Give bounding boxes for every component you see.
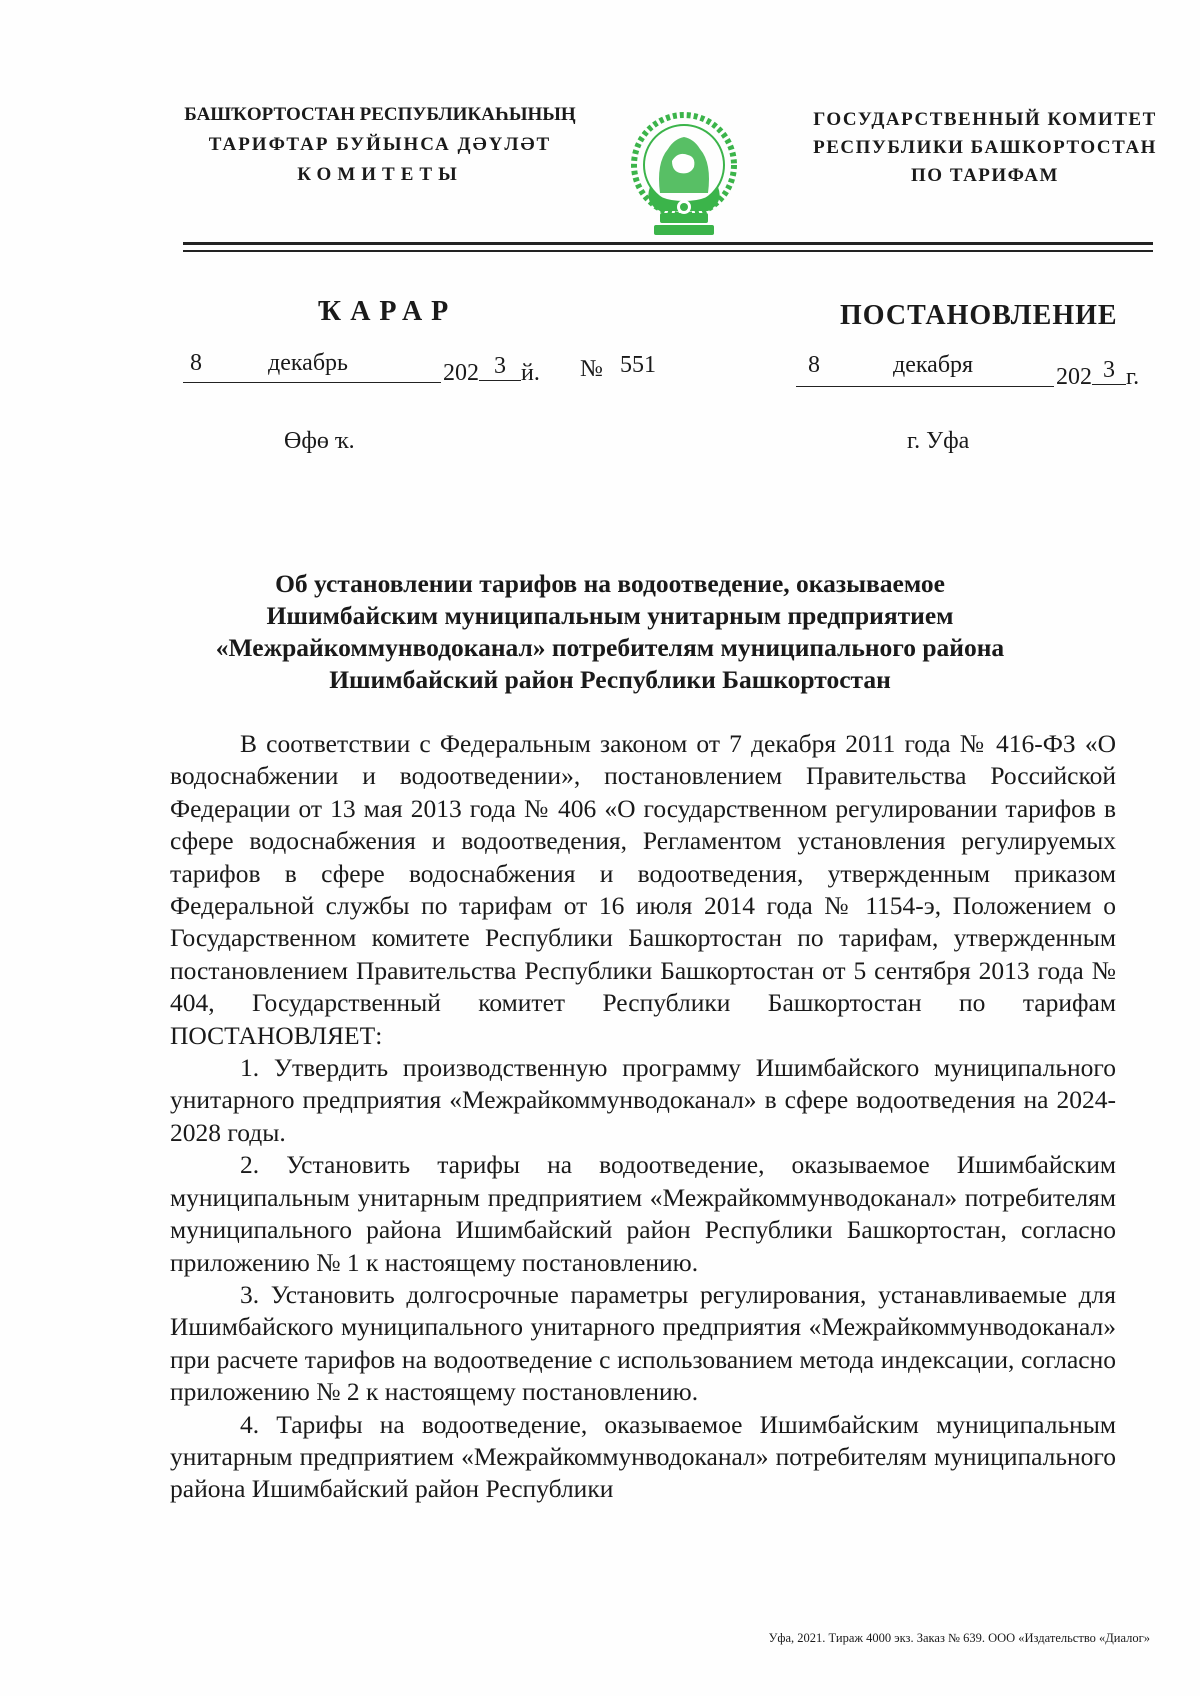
body-paragraph-4: 4. Тарифы на водоотведение, оказываемое Ишимбайским муниципальным унитарным предприятием «Межрайкоммунводоканал» потребителям муниципального района Ишимбайский район Республики <box>170 1409 1116 1504</box>
header-left-bashkir <box>160 100 600 190</box>
document-body <box>170 728 1116 1506</box>
right-date-month: декабря <box>893 352 974 378</box>
title-line: Ишимбайский район Республики Башкортостан <box>329 665 891 694</box>
left-date-underline <box>183 382 441 383</box>
printer-imprint: Уфа, 2021. Тираж 4000 экз. Заказ № 639. ООО «Издательство «Диалог» <box>768 1631 1150 1645</box>
left-date-day: 8 <box>190 350 202 376</box>
left-year-suffix: й. <box>521 360 540 386</box>
right-date-year <box>1056 357 1140 392</box>
header-right-russian <box>790 106 1180 190</box>
header-divider-thin <box>183 250 1153 252</box>
header-right-line: ГОСУДАРСТВЕННЫЙ КОМИТЕТ <box>813 109 1157 130</box>
header-right-line: РЕСПУБЛИКИ БАШКОРТОСТАН <box>813 137 1157 158</box>
body-paragraph-3: 3. Установить долгосрочные параметры регулирования, устанавливаемые для Ишимбайского муниципального унитарного предприятия «Межрайкоммунводоканал» при расчете тарифов на водоотведение с использованием метода индексации, согласно приложению № 2 к настоящему постановлению. <box>170 1279 1116 1407</box>
header-divider-thick <box>183 242 1153 245</box>
body-paragraph-1: 1. Утвердить производственную программу Ишимбайского муниципального унитарного предприятия «Межрайкоммунводоканал» в сфере водоотведения на 2024-2028 годы. <box>170 1053 1116 1147</box>
header-left-line: БАШҠОРТОСТАН РЕСПУБЛИКАҺЫНЫҢ <box>184 104 576 125</box>
coat-of-arms-icon <box>620 103 748 243</box>
city-bashkir: Өфө ҡ. <box>284 428 355 454</box>
city-russian: г. Уфа <box>907 428 970 454</box>
left-date-year <box>443 353 540 388</box>
decree-title-bashkir: ҠАРАР <box>318 296 458 327</box>
right-year-suffix: г. <box>1126 364 1140 390</box>
right-date-underline <box>796 386 1054 387</box>
number-sign: № <box>580 356 603 382</box>
header-left-line: ТАРИФТАР БУЙЫНСА ДӘҮЛӘТ <box>208 134 552 155</box>
decree-title-russian: ПОСТАНОВЛЕНИЕ <box>840 300 1118 331</box>
decree-number: 551 <box>620 352 656 378</box>
left-year-digit: 3 <box>479 353 521 381</box>
title-line: Ишимбайским муниципальным унитарным предприятием <box>266 601 954 630</box>
header-left-line: КОМИТЕТЫ <box>297 164 463 185</box>
right-year-digit: 3 <box>1092 357 1126 385</box>
title-line: «Межрайкоммунводоканал» потребителям муниципального района <box>215 633 1005 662</box>
body-paragraph-2: 2. Установить тарифы на водоотведение, оказываемое Ишимбайским муниципальным унитарным предприятием «Межрайкоммунводоканал» потребителям муниципального района Ишимбайский район Республики Башкортостан, согласно приложению № 1 к настоящему постановлению. <box>170 1150 1116 1277</box>
left-year-prefix: 202 <box>443 360 479 386</box>
right-date-day: 8 <box>808 352 820 378</box>
right-year-prefix: 202 <box>1056 364 1092 390</box>
header-right-line: ПО ТАРИФАМ <box>911 165 1059 186</box>
title-line: Об установлении тарифов на водоотведение, оказываемое <box>275 569 945 598</box>
left-date-month: декабрь <box>268 350 348 376</box>
document-title <box>170 568 1050 696</box>
body-paragraph-preamble: В соответствии с Федеральным законом от 7 декабря 2011 года № 416-ФЗ «О водоснабжении и водоотведении», постановлением Правительства Российской Федерации от 13 мая 2013 года № 406 «О государственном регулировании тарифов в сфере водоснабжения и водоотведения, Регламентом установления регулируемых тарифов в сфере водоснабжения и водоотведения, утвержденным приказом Федеральной службы по тарифам от 16 июля 2014 года № 1154-э, Положением о Государственном комитете Республики Башкортостан по тарифам, утвержденным постановлением Правительства Республики Башкортостан от 5 сентября 2013 года № 404, Государственный комитет Республики Башкортостан по тарифам ПОСТАНОВЛЯЕТ: <box>170 729 1116 1050</box>
